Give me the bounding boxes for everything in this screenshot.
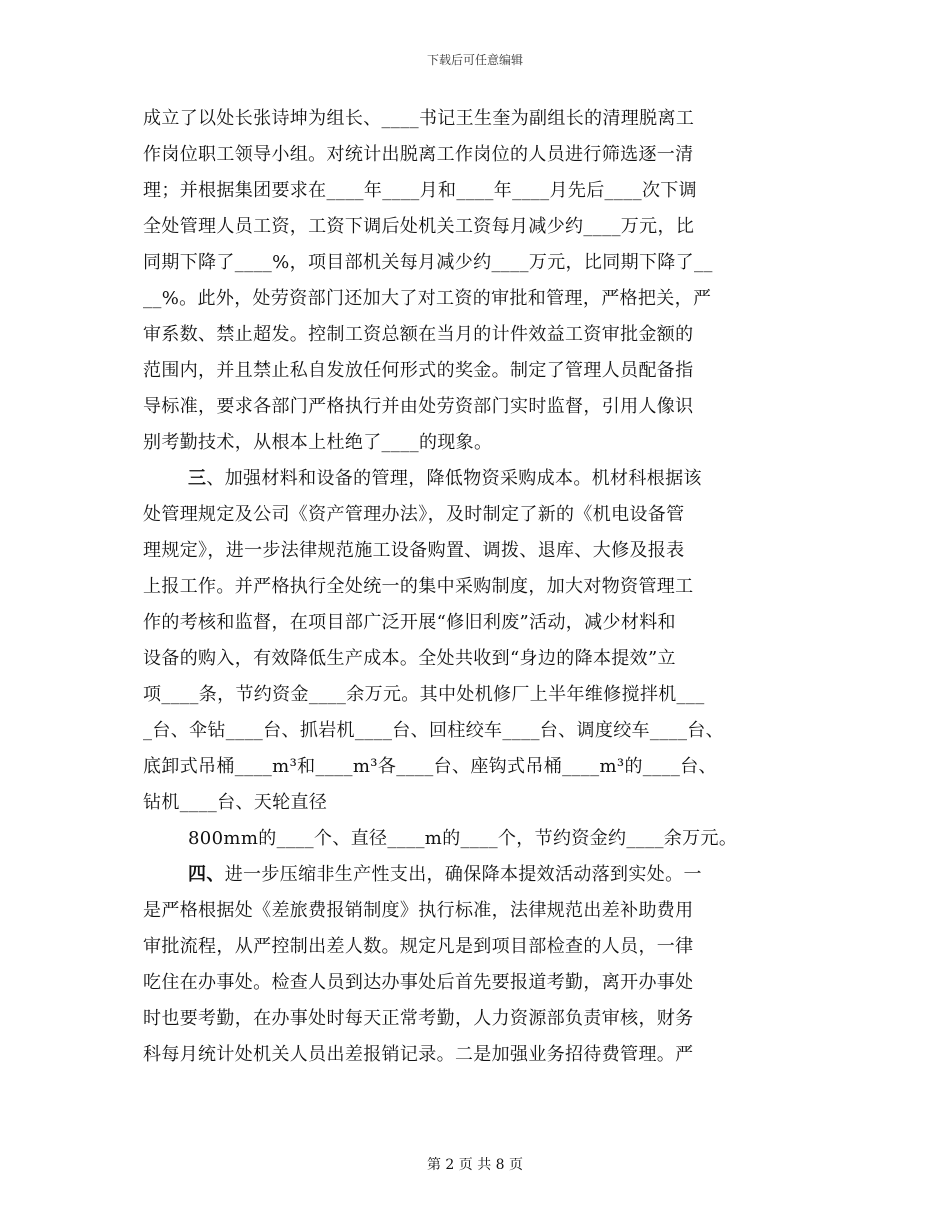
section-3-line: 上报工作。并严格执行全处统一的集中采购制度，加大对物资管理工 [143,576,694,597]
section-4-line: 审批流程，从严控制出差人数。规定凡是到项目部检查的人员，一律 [143,936,694,957]
body-line: 作岗位职工领导小组。对统计出脱离工作岗位的人员进行筛选逐一清 [143,144,694,165]
body-line: 同期下降了____%，项目部机关每月减少约____万元，比同期下降了__ [143,252,713,273]
section-3-line: _台、伞钻____台、抓岩机____台、回柱绞车____台、调度绞车____台、 [143,720,724,741]
section-3-line: 理规定》，进一步法律规范施工设备购置、调拨、退库、大修及报表 [143,540,685,561]
section-3-line: 作的考核和监督，在项目部广泛开展“修旧利废”活动，减少材料和 [143,612,676,633]
body-line: 范围内，并且禁止私自发放任何形式的奖金。制定了管理人员配备指 [143,360,694,381]
section-3-line: 项____条，节约资金____余万元。其中处机修厂上半年维修搅拌机___ [143,684,705,705]
section-3-line: 处管理规定及公司《资产管理办法》，及时制定了新的《机电设备管 [143,504,685,525]
section-3-continuation: 800mm的____个、直径____m的____个，节约资金约____余万元。 [188,828,738,849]
section-3-first-line-text: 、加强材料和设备的管理，降低物资采购成本。机材科根据该 [206,468,702,489]
section-3-line: 钻机____台、天轮直径 [143,792,328,813]
body-line: __%。此外，处劳资部门还加大了对工资的审批和管理，严格把关，严 [143,288,712,309]
section-4-line: 时也要考勤，在办事处时每天正常考勤，人力资源部负责审核，财务 [143,1008,694,1029]
body-line: 成立了以处长张诗坤为组长、____书记王生奎为副组长的清理脱离工 [143,108,695,129]
section-3-line: 设备的购入，有效降低生产成本。全处共收到“身边的降本提效”立 [143,648,676,669]
page-header-note: 下载后可任意编辑 [426,53,523,67]
section-4-line: 吃住在办事处。检查人员到达办事处后首先要报道考勤，离开办事处 [143,972,694,993]
body-line: 理；并根据集团要求在____年____月和____年____月先后____次下调 [143,180,697,201]
body-line: 全处管理人员工资，工资下调后处机关工资每月减少约____万元，比 [143,216,695,237]
section-4-heading: 四、 [188,864,225,885]
section-3-first-line [143,461,823,497]
document-body [143,101,823,1073]
body-line: 别考勤技术，从根本上杜绝了____的现象。 [143,432,493,453]
section-4-first-line-text: 进一步压缩非生产性支出，确保降本提效活动落到实处。一 [224,864,702,885]
page-number-footer: 第 2 页 共 8 页 [426,1157,524,1173]
section-4-line: 科每月统计处机关人员出差报销记录。二是加强业务招待费管理。严 [143,1044,694,1065]
body-line: 审系数、禁止超发。控制工资总额在当月的计件效益工资审批金额的 [143,324,694,345]
section-3-heading: 三 [188,468,207,489]
section-4-first-line [143,857,823,893]
body-line: 导标准，要求各部门严格执行并由处劳资部门实时监督，引用人像识 [143,396,694,417]
section-3-line: 底卸式吊桶____m³和____m³各____台、座钩式吊桶____m³的____台、 [143,756,717,777]
section-4-line: 是严格根据处《差旅费报销制度》执行标准，法律规范出差补助费用 [143,900,694,921]
